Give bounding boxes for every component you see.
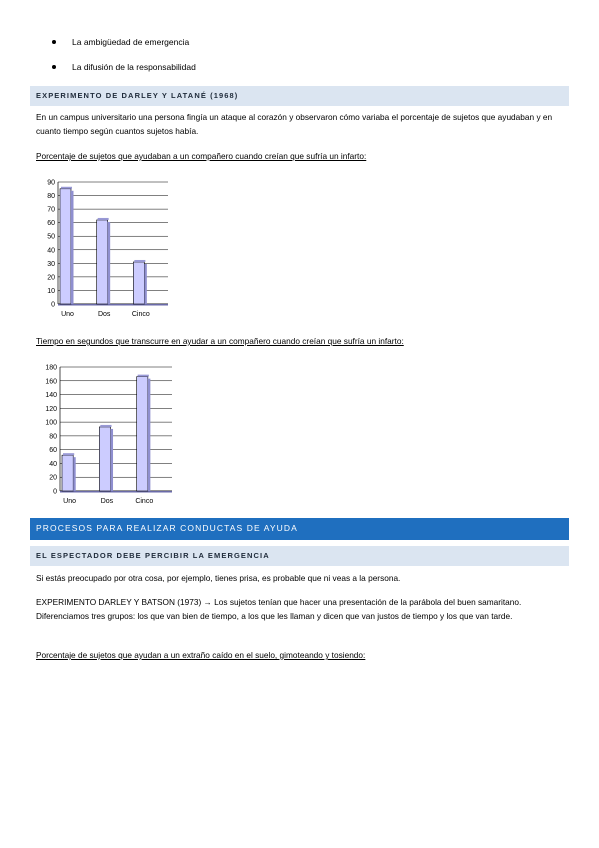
chart1-caption: Porcentaje de sujetos que ayudaban a un compañero cuando creían que sufría un infarto: [36,151,367,161]
section-heading-text: EXPERIMENTO DE DARLEY Y LATANÉ (1968) [36,91,239,100]
section-heading [30,86,569,106]
chart2-caption: Tiempo en segundos que transcurre en ayudar a un compañero cuando creían que sufría un infarto: [36,336,404,346]
section-banner-text: PROCESOS PARA REALIZAR CONDUCTAS DE AYUDA [36,523,298,533]
bullet-item [52,61,196,86]
chart1-ytick-label: 90 [47,179,55,187]
chart2-bar-side-cinco [148,379,151,491]
chart2-bar-side-uno [73,457,76,491]
chart2-bar-top-dos [100,425,111,427]
chart2-ytick-label: 20 [49,474,57,482]
chart3-caption: Porcentaje de sujetos que ayudan a un extraño caído en el suelo, gimoteando y tosiendo: [36,650,366,660]
chart1-ytick-label: 40 [47,247,55,255]
chart2-xtick-label: Cinco [135,498,154,505]
chart2-ytick-label: 120 [45,405,57,413]
chart2-ytick-label: 160 [45,378,57,386]
chart1-bar-side-cinco [144,264,147,304]
chart1-ytick-label: 80 [47,193,55,201]
chart1-bar-top-cinco [134,260,145,262]
subsection-heading [30,546,569,566]
chart2-ytick-label: 140 [45,392,57,400]
chart1-ytick-label: 60 [47,220,55,228]
chart2-ytick-label: 0 [53,488,57,496]
chart1-xtick-label: Cinco [131,311,150,318]
chart2-xtick-label: Dos [100,498,114,505]
bullet-text: La difusión de la responsabilidad [72,62,196,72]
chart2-ytick-label: 80 [49,433,57,441]
section-banner [30,518,569,540]
chart1-bar-dos [97,220,108,304]
chart1-bar-cinco [133,262,144,304]
intro-paragraph: En un campus universitario una persona fingía un ataque al corazón y observaron cómo variaba el porcentaje de sujetos que ayudaban y en cuanto tiempo según cuantos sujetos había. [36,112,553,136]
bullet-dot-icon [52,40,56,44]
chart2-xtick-label: Uno [63,498,77,505]
chart1-bar-top-uno [61,187,72,189]
chart1-xtick-label: Dos [97,311,111,318]
chart1-ytick-label: 10 [47,287,55,295]
chart2-bar-top-cinco [138,375,149,377]
chart1-floor [58,304,168,306]
chart1-ytick-label: 50 [47,233,55,241]
chart2-bar-dos [99,427,110,491]
chart2-bar-side-dos [111,429,114,491]
chart2-bar-top-uno [63,453,74,455]
chart1-bar-side-uno [71,191,74,304]
chart2-ytick-label: 60 [49,447,57,455]
chart2-ytick-label: 180 [45,364,57,372]
chart2-bar-uno [62,455,73,491]
chart1-ytick-label: 0 [51,301,55,309]
chart1-ytick-label: 20 [47,274,55,282]
chart2-bar-cinco [137,377,148,491]
chart2-ytick-label: 100 [45,419,57,427]
bullet-list [52,36,196,86]
bullet-text: La ambigüedad de emergencia [72,37,190,47]
chart1-bar-top-dos [98,218,109,220]
chart1-ytick-label: 70 [47,206,55,214]
paragraph-distraction: Si estás preocupado por otra cosa, por ejemplo, tienes prisa, es probable que ni veas a la persona. [36,573,401,583]
chart1-ytick-label: 30 [47,260,55,268]
chart2-floor [60,491,172,493]
subsection-heading-text: EL ESPECTADOR DEBE PERCIBIR LA EMERGENCIA [36,551,270,560]
chart1-xtick-label: Uno [61,311,74,318]
chart-help-time [30,360,180,510]
bullet-item [52,36,196,61]
paragraph-darley-batson: EXPERIMENTO DARLEY Y BATSON (1973) → Los sujetos tenían que hacer una presentación de la parábola del buen samaritano. Diferenciamos tres grupos: los que van bien de tiempo, a los que les llaman y dicen que van justos de tiempo y los que van tarde. [36,597,522,621]
chart2-ytick-label: 40 [49,460,57,468]
chart-helping-percentage [30,174,176,324]
chart1-bar-uno [60,189,71,304]
bullet-dot-icon [52,65,56,69]
chart1-bar-side-dos [108,222,111,304]
